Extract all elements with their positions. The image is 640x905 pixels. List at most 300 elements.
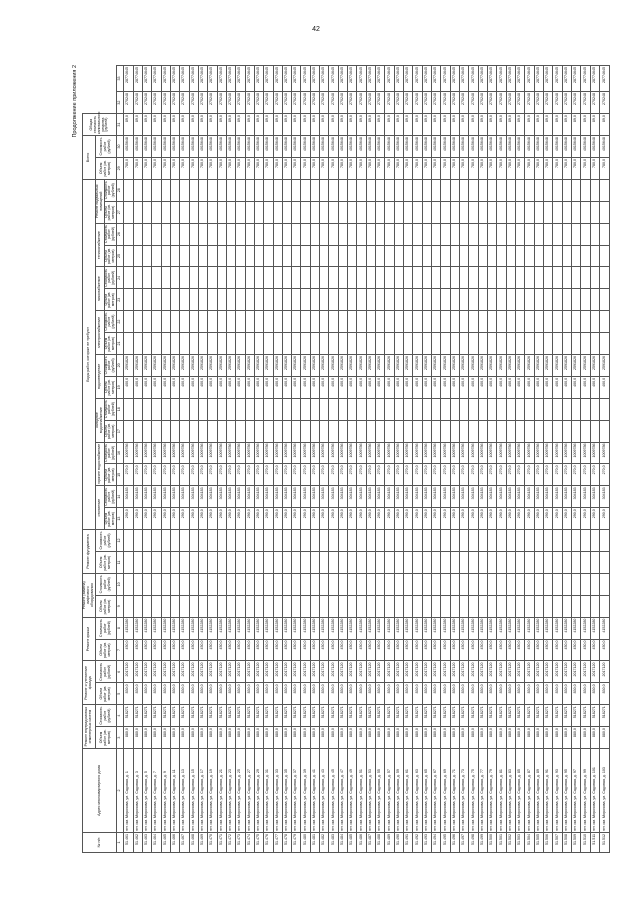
value-cell: 270,0 — [273, 464, 282, 486]
value-cell: 270248 — [413, 92, 422, 114]
value-cell — [208, 179, 217, 201]
value-cell: 400,0 — [133, 376, 142, 398]
value-cell: 4015648 — [599, 136, 609, 158]
value-cell: 830,0 — [254, 683, 263, 705]
value-cell: 270,0 — [208, 464, 217, 486]
value-cell — [301, 201, 310, 223]
value-cell — [245, 267, 254, 289]
value-cell: 89,0 — [245, 114, 254, 136]
value-cell: 270,0 — [301, 464, 310, 486]
value-cell: 450,0 — [170, 639, 179, 661]
value-cell — [124, 551, 133, 573]
value-cell — [133, 551, 142, 573]
table-row — [460, 66, 469, 853]
value-cell — [404, 420, 413, 442]
value-cell: 450,0 — [310, 639, 319, 661]
value-cell: 400,0 — [170, 376, 179, 398]
value-cell: 400,0 — [441, 376, 450, 398]
value-cell — [152, 311, 161, 333]
value-cell: 89,0 — [394, 114, 403, 136]
value-cell — [189, 551, 198, 573]
value-cell — [562, 267, 571, 289]
value-cell: 400,0 — [460, 376, 469, 398]
value-cell — [320, 201, 329, 223]
value-cell — [180, 245, 189, 267]
value-cell — [180, 333, 189, 355]
value-cell: 880,0 — [590, 727, 599, 749]
value-cell: 270,0 — [142, 464, 151, 486]
value-cell: 304183 — [488, 486, 497, 508]
value-cell: 270248 — [236, 92, 245, 114]
value-cell — [544, 530, 553, 552]
subcolumn-header: Объем работ (кв. метров) — [104, 245, 117, 267]
value-cell — [198, 289, 207, 311]
value-cell — [254, 311, 263, 333]
value-cell: 304183 — [152, 486, 161, 508]
value-cell: 518271 — [422, 705, 431, 727]
value-cell: 400,0 — [469, 376, 478, 398]
value-cell — [450, 245, 459, 267]
value-cell: 780,0 — [525, 157, 534, 179]
value-cell: 270248 — [497, 92, 506, 114]
value-cell: 89,0 — [180, 114, 189, 136]
value-cell — [450, 267, 459, 289]
value-cell — [226, 398, 235, 420]
value-cell: 400,0 — [376, 376, 385, 398]
value-cell — [516, 420, 525, 442]
value-cell: 400,0 — [282, 376, 291, 398]
value-cell — [133, 267, 142, 289]
value-cell — [394, 420, 403, 442]
value-cell: 1009786 — [329, 442, 338, 464]
value-cell: 518271 — [152, 705, 161, 727]
value-cell — [161, 551, 170, 573]
value-cell — [590, 223, 599, 245]
value-cell: 2591826 — [376, 354, 385, 376]
value-cell — [516, 201, 525, 223]
value-cell — [273, 267, 282, 289]
value-cell: 400,0 — [357, 376, 366, 398]
value-cell: 518271 — [180, 705, 189, 727]
value-cell: 270,0 — [394, 464, 403, 486]
value-cell — [599, 289, 609, 311]
row-number-cell: 51.465 — [161, 833, 170, 853]
address-cell: пгт. им. Морозова, ул. Садовая, д. 87 — [525, 749, 534, 833]
column-group-header: Ремонт внутридомовых инженерных систем — [83, 705, 96, 749]
value-cell: 89,0 — [404, 114, 413, 136]
value-cell — [310, 245, 319, 267]
row-number-cell: 51.489 — [385, 833, 394, 853]
value-cell — [572, 289, 581, 311]
value-cell — [124, 595, 133, 617]
value-cell — [292, 573, 301, 595]
value-cell — [572, 201, 581, 223]
value-cell: 304183 — [180, 486, 189, 508]
value-cell: 1009786 — [273, 442, 282, 464]
value-cell: 4015648 — [450, 136, 459, 158]
value-cell — [488, 420, 497, 442]
value-cell — [516, 530, 525, 552]
value-cell — [572, 245, 581, 267]
value-cell: 830,0 — [599, 683, 609, 705]
value-cell: 4015648 — [404, 136, 413, 158]
value-cell — [525, 333, 534, 355]
value-cell — [385, 311, 394, 333]
subcolumn-header: Объем работ (кв. метров) — [104, 508, 117, 530]
value-cell: 4152280 — [142, 617, 151, 639]
value-cell: 518271 — [189, 705, 198, 727]
value-cell: 880,0 — [506, 727, 515, 749]
value-cell: 2017120 — [562, 661, 571, 683]
value-cell: 518271 — [450, 705, 459, 727]
value-cell: 270,0 — [366, 464, 375, 486]
value-cell — [338, 245, 347, 267]
value-cell — [170, 398, 179, 420]
value-cell — [357, 573, 366, 595]
value-cell — [590, 398, 599, 420]
value-cell: 4152280 — [198, 617, 207, 639]
value-cell: 780,0 — [376, 157, 385, 179]
value-cell: 1009786 — [404, 442, 413, 464]
table-row — [497, 66, 506, 853]
value-cell — [469, 573, 478, 595]
value-cell — [450, 311, 459, 333]
value-cell — [366, 420, 375, 442]
value-cell: 1009786 — [198, 442, 207, 464]
value-cell: 1009786 — [292, 442, 301, 464]
value-cell: 2017120 — [208, 661, 217, 683]
value-cell: 450,0 — [572, 639, 581, 661]
value-cell: 4015648 — [180, 136, 189, 158]
value-cell — [264, 289, 273, 311]
row-number-cell: 51.479 — [292, 833, 301, 853]
value-cell — [329, 223, 338, 245]
table-row — [245, 66, 254, 853]
value-cell: 89,0 — [301, 114, 310, 136]
value-cell: 780,0 — [441, 157, 450, 179]
value-cell — [320, 267, 329, 289]
row-number-cell: 51.476 — [264, 833, 273, 853]
value-cell: 1009786 — [572, 442, 581, 464]
row-number-cell: 51.512 — [599, 833, 609, 853]
value-cell: 880,0 — [544, 727, 553, 749]
value-cell: 4015648 — [394, 136, 403, 158]
value-cell: 270,0 — [264, 464, 273, 486]
value-cell — [282, 311, 291, 333]
value-cell: 780,0 — [142, 157, 151, 179]
value-cell — [366, 201, 375, 223]
value-cell — [245, 201, 254, 223]
value-cell: 270,0 — [357, 464, 366, 486]
value-cell: 89,0 — [198, 114, 207, 136]
value-cell: 1009786 — [254, 442, 263, 464]
value-cell: 290,0 — [226, 508, 235, 530]
value-cell — [282, 179, 291, 201]
value-cell: 2017120 — [581, 661, 590, 683]
value-cell — [236, 398, 245, 420]
value-cell: 830,0 — [366, 683, 375, 705]
value-cell: 270248 — [180, 92, 189, 114]
value-cell — [180, 398, 189, 420]
value-cell — [198, 530, 207, 552]
value-cell: 880,0 — [516, 727, 525, 749]
value-cell: 270,0 — [506, 464, 515, 486]
value-cell: 830,0 — [394, 683, 403, 705]
value-cell — [301, 333, 310, 355]
value-cell — [572, 311, 581, 333]
value-cell: 880,0 — [320, 727, 329, 749]
value-cell — [590, 311, 599, 333]
value-cell: 270248 — [599, 92, 609, 114]
value-cell — [599, 201, 609, 223]
value-cell: 28774645 — [404, 66, 413, 92]
value-cell — [553, 333, 562, 355]
value-cell: 2017120 — [357, 661, 366, 683]
value-cell: 450,0 — [385, 639, 394, 661]
row-number-cell: 51.485 — [348, 833, 357, 853]
value-cell: 28774645 — [572, 66, 581, 92]
value-cell: 400,0 — [217, 376, 226, 398]
value-cell: 780,0 — [226, 157, 235, 179]
value-cell: 89,0 — [572, 114, 581, 136]
value-cell — [310, 179, 319, 201]
column-index-cell: 31 — [117, 114, 124, 136]
value-cell — [572, 573, 581, 595]
value-cell: 1009786 — [189, 442, 198, 464]
value-cell: 290,0 — [441, 508, 450, 530]
value-cell — [441, 420, 450, 442]
value-cell: 880,0 — [292, 727, 301, 749]
value-cell — [422, 595, 431, 617]
value-cell — [152, 595, 161, 617]
value-cell: 28774645 — [562, 66, 571, 92]
value-cell — [226, 179, 235, 201]
value-cell — [310, 573, 319, 595]
value-cell: 880,0 — [553, 727, 562, 749]
value-cell: 4152280 — [366, 617, 375, 639]
value-cell: 270,0 — [329, 464, 338, 486]
value-cell: 290,0 — [273, 508, 282, 530]
value-cell: 830,0 — [217, 683, 226, 705]
value-cell: 28774645 — [506, 66, 515, 92]
value-cell: 780,0 — [124, 157, 133, 179]
value-cell — [310, 289, 319, 311]
value-cell: 304183 — [404, 486, 413, 508]
value-cell — [450, 420, 459, 442]
value-cell — [357, 245, 366, 267]
address-cell: пгт. им. Морозова, ул. Садовая, д. 63 — [413, 749, 422, 833]
value-cell: 400,0 — [348, 376, 357, 398]
value-cell — [553, 289, 562, 311]
value-cell — [236, 201, 245, 223]
value-cell — [142, 267, 151, 289]
value-cell: 780,0 — [292, 157, 301, 179]
value-cell — [226, 267, 235, 289]
value-cell — [301, 398, 310, 420]
value-cell: 400,0 — [320, 376, 329, 398]
value-cell: 2591826 — [357, 354, 366, 376]
address-cell: пгт. им. Морозова, ул. Садовая, д. 93 — [553, 749, 562, 833]
column-group-header: Виды работ, которые не требуют — [83, 179, 96, 529]
value-cell: 4152280 — [553, 617, 562, 639]
subcolumn-header: Стоимость работ (рублей) — [103, 181, 116, 200]
value-cell: 290,0 — [460, 508, 469, 530]
table-row — [581, 66, 590, 853]
value-cell: 830,0 — [133, 683, 142, 705]
value-cell — [273, 333, 282, 355]
value-cell — [329, 201, 338, 223]
value-cell — [562, 420, 571, 442]
value-cell — [432, 223, 441, 245]
value-cell — [189, 223, 198, 245]
value-cell: 2017120 — [273, 661, 282, 683]
value-cell: 518271 — [599, 705, 609, 727]
value-cell — [236, 530, 245, 552]
value-cell — [366, 333, 375, 355]
value-cell: 450,0 — [301, 639, 310, 661]
value-cell: 1009786 — [385, 442, 394, 464]
value-cell: 270248 — [506, 92, 515, 114]
value-cell — [189, 201, 198, 223]
value-cell — [422, 573, 431, 595]
table-row — [161, 66, 170, 853]
value-cell: 880,0 — [562, 727, 571, 749]
table-row — [124, 66, 133, 853]
value-cell: 28774645 — [516, 66, 525, 92]
value-cell — [198, 573, 207, 595]
value-cell: 400,0 — [553, 376, 562, 398]
address-cell: пгт. им. Морозова, ул. Садовая, д. 49 — [348, 749, 357, 833]
value-cell — [180, 289, 189, 311]
value-cell — [376, 573, 385, 595]
value-cell: 880,0 — [432, 727, 441, 749]
value-cell — [320, 223, 329, 245]
value-cell: 89,0 — [226, 114, 235, 136]
row-number-cell: 51.461 — [124, 833, 133, 853]
value-cell — [310, 333, 319, 355]
value-cell — [506, 179, 515, 201]
value-cell: 304183 — [441, 486, 450, 508]
value-cell: 2017120 — [478, 661, 487, 683]
value-cell: 270248 — [254, 92, 263, 114]
value-cell: 290,0 — [394, 508, 403, 530]
value-cell: 290,0 — [590, 508, 599, 530]
table-row — [273, 66, 282, 853]
value-cell — [534, 573, 543, 595]
value-cell: 4152280 — [226, 617, 235, 639]
value-cell: 28774645 — [217, 66, 226, 92]
value-cell — [432, 179, 441, 201]
value-cell: 2017120 — [217, 661, 226, 683]
value-cell: 4015648 — [544, 136, 553, 158]
value-cell: 2591826 — [292, 354, 301, 376]
value-cell: 518271 — [497, 705, 506, 727]
value-cell — [264, 201, 273, 223]
value-cell: 450,0 — [450, 639, 459, 661]
value-cell — [544, 201, 553, 223]
value-cell: 4015648 — [338, 136, 347, 158]
value-cell — [366, 573, 375, 595]
value-cell: 270248 — [208, 92, 217, 114]
value-cell — [282, 223, 291, 245]
value-cell: 780,0 — [282, 157, 291, 179]
value-cell: 270248 — [264, 92, 273, 114]
subcolumn-header: Стоимость работ (рублей) — [103, 400, 116, 419]
value-cell: 270248 — [161, 92, 170, 114]
value-cell: 518271 — [217, 705, 226, 727]
value-cell: 290,0 — [562, 508, 571, 530]
value-cell — [152, 223, 161, 245]
value-cell — [506, 201, 515, 223]
value-cell — [441, 333, 450, 355]
value-cell — [348, 289, 357, 311]
value-cell: 28774645 — [460, 66, 469, 92]
value-cell: 304183 — [310, 486, 319, 508]
value-cell: 4152280 — [357, 617, 366, 639]
value-cell: 270248 — [366, 92, 375, 114]
table-row — [292, 66, 301, 853]
value-cell: 304183 — [516, 486, 525, 508]
value-cell — [394, 573, 403, 595]
value-cell — [590, 289, 599, 311]
value-cell — [525, 223, 534, 245]
value-cell: 28774645 — [245, 66, 254, 92]
value-cell — [460, 595, 469, 617]
address-cell: пгт. им. Морозова, ул. Садовая, д. 33 — [273, 749, 282, 833]
value-cell: 4152280 — [478, 617, 487, 639]
value-cell — [357, 201, 366, 223]
value-cell — [488, 267, 497, 289]
value-cell — [553, 420, 562, 442]
value-cell — [245, 333, 254, 355]
value-cell — [534, 595, 543, 617]
value-cell — [292, 245, 301, 267]
value-cell: 880,0 — [245, 727, 254, 749]
value-cell: 450,0 — [394, 639, 403, 661]
row-number-cell: 51.505 — [534, 833, 543, 853]
value-cell: 89,0 — [460, 114, 469, 136]
value-cell — [544, 573, 553, 595]
value-cell: 400,0 — [226, 376, 235, 398]
subcolumn-header: Стоимость работ (рублей) — [103, 225, 116, 244]
appendix-caption: Продолжение приложения 2 — [72, 65, 78, 138]
value-cell — [189, 245, 198, 267]
value-cell — [432, 333, 441, 355]
row-number-cell: 51.501 — [497, 833, 506, 853]
value-cell — [432, 289, 441, 311]
value-cell: 4015648 — [217, 136, 226, 158]
value-cell — [236, 573, 245, 595]
value-cell — [581, 179, 590, 201]
table-row — [506, 66, 515, 853]
value-cell — [441, 530, 450, 552]
value-cell — [413, 267, 422, 289]
subcolumn-header: Стоимость работ (рублей) — [103, 268, 116, 287]
value-cell — [273, 223, 282, 245]
value-cell: 518271 — [292, 705, 301, 727]
address-cell: пгт. им. Морозова, ул. Садовая, д. 89 — [534, 749, 543, 833]
value-cell: 880,0 — [450, 727, 459, 749]
value-cell: 4152280 — [562, 617, 571, 639]
value-cell: 4152280 — [189, 617, 198, 639]
value-cell — [133, 398, 142, 420]
value-cell — [581, 311, 590, 333]
table-row — [282, 66, 291, 853]
value-cell — [161, 420, 170, 442]
value-cell: 2017120 — [170, 661, 179, 683]
value-cell — [441, 179, 450, 201]
value-cell — [366, 551, 375, 573]
